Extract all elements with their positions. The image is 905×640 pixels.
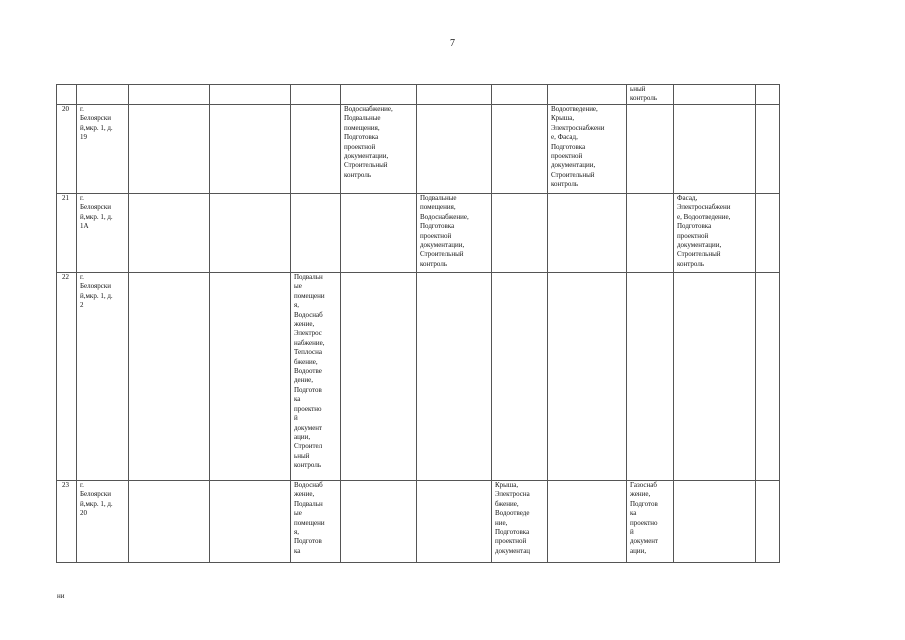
row-number: 21 [62,194,69,202]
row-number-cell [57,273,77,481]
table-row [57,85,780,105]
work-cell [492,194,548,273]
work-text: Водоснаб жение, Подвальн ые помещени я, Подготов ка [294,481,325,555]
work-cell [548,85,627,105]
work-cell [548,194,627,273]
work-cell [756,194,780,273]
work-cell [548,105,627,194]
address-text: г. Белоярски й,мкр. 1, д. 1А [80,194,113,231]
row-number-cell [57,194,77,273]
work-cell [210,481,291,563]
work-cell [627,194,674,273]
work-cell [129,481,210,563]
address-cell [77,481,129,563]
table-body [57,85,780,563]
work-cell [492,85,548,105]
work-text: Подвальн ые помещени я, Водоснаб жение, Электрос набжение, Теплосна бжение, Водоотве дение, Подготов ка проектно й документ ации, Строител ьный контроль [294,273,325,470]
work-cell [129,273,210,481]
work-cell [756,105,780,194]
table-row [57,481,780,563]
work-cell [341,105,417,194]
table-row [57,194,780,273]
work-cell [291,85,341,105]
work-cell [548,481,627,563]
table-row [57,105,780,194]
work-cell [291,194,341,273]
work-cell [129,105,210,194]
work-text: Водоснабжение, Подвальные помещения, Подготовка проектной документации, Строительный контроль [344,105,393,179]
work-text: ьный контроль [630,85,658,103]
address-text: г. Белоярски й,мкр. 1, д. 2 [80,273,113,310]
table-row [57,273,780,481]
address-cell [77,194,129,273]
row-number: 22 [62,273,69,281]
work-text: Подвальные помещения, Водоснабжение, Подготовка проектной документации, Строительный контроль [420,194,469,268]
work-text: Крыша, Электросна бжение, Водоотведе ние, Подготовка проектной документац [495,481,531,555]
address-text: г. Белоярски й,мкр. 1, д. 20 [80,481,113,518]
work-cell [492,105,548,194]
address-cell [77,85,129,105]
repair-schedule-table [56,84,780,563]
page-number: 7 [450,38,455,49]
work-cell [417,273,492,481]
work-cell [417,481,492,563]
work-cell [341,481,417,563]
row-number-cell [57,85,77,105]
work-cell [129,85,210,105]
work-cell [129,194,210,273]
work-cell [417,85,492,105]
work-cell [341,85,417,105]
work-cell [627,105,674,194]
work-cell [548,273,627,481]
row-number: 23 [62,481,69,489]
row-number-cell [57,105,77,194]
work-text: Водоотведение, Крыша, Электроснабжени е, Фасад, Подготовка проектной документации, Строительный контроль [551,105,605,189]
work-cell [492,273,548,481]
work-cell [756,85,780,105]
address-text: г. Белоярски й,мкр. 1, д. 19 [80,105,113,142]
work-text: Фасад, Электроснабжени е, Водоотведение, Подготовка проектной документации, Строительный контроль [677,194,731,268]
work-cell [627,85,674,105]
address-cell [77,273,129,481]
row-number: 20 [62,105,69,113]
work-cell [210,105,291,194]
work-cell [627,273,674,481]
row-number-cell [57,481,77,563]
work-cell [674,85,756,105]
work-cell [674,273,756,481]
work-cell [417,105,492,194]
work-cell [210,194,291,273]
work-cell [417,194,492,273]
work-cell [674,105,756,194]
work-cell [492,481,548,563]
work-cell [210,85,291,105]
work-cell [291,105,341,194]
work-cell [341,273,417,481]
work-cell [674,194,756,273]
work-cell [627,481,674,563]
work-text: Газоснаб жение, Подготов ка проектно й документ ации, [630,481,659,555]
work-cell [291,273,341,481]
work-cell [291,481,341,563]
work-cell [756,273,780,481]
work-cell [210,273,291,481]
address-cell [77,105,129,194]
work-cell [756,481,780,563]
footer-mark: ни [57,592,65,600]
work-cell [674,481,756,563]
work-cell [341,194,417,273]
